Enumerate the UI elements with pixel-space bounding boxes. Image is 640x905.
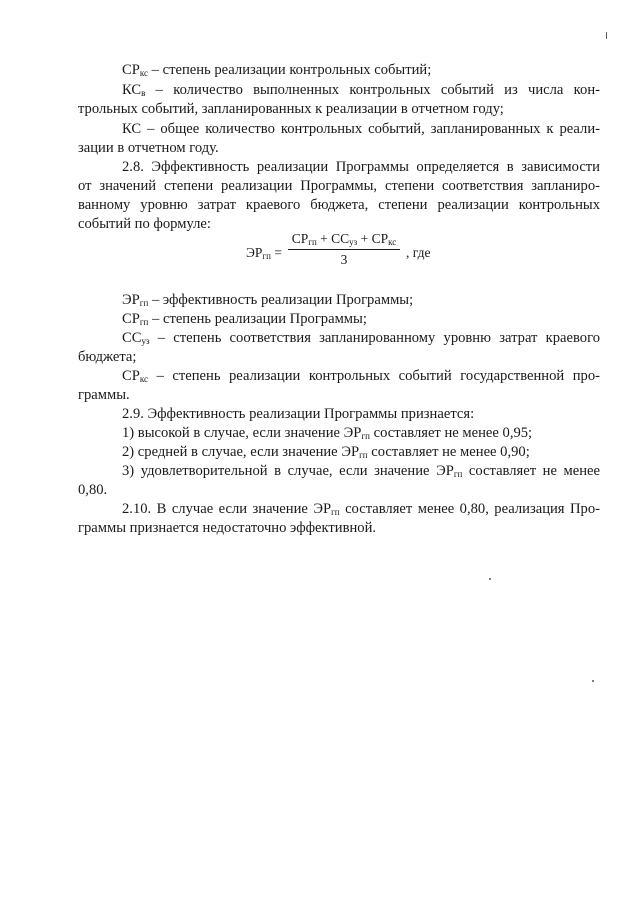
definition-ergp: $ЭР_{гп}$ – эффективность реализации Программы; <box>122 292 414 308</box>
paragraph-2-8: 2.8. Эффективность реализации Программы определяется в зависимости <box>122 159 600 175</box>
text-line: трольных событий, запланированных к реализации в отчетном году; <box>78 101 504 117</box>
text-line: – степень реализации контрольных событий; <box>151 62 432 78</box>
symbol-ks: КС <box>122 82 142 98</box>
formula-lhs: $ЭР_{гп}$ = <box>246 245 282 261</box>
text-line: граммы признается недостаточно эффективной. <box>78 520 377 536</box>
paragraph-2-9: 2.9. Эффективность реализации Программы признается: <box>122 406 475 422</box>
formula-fraction <box>288 231 400 268</box>
scan-speck <box>592 680 594 682</box>
definition-crkc <box>122 61 431 82</box>
criterion-high: 1) высокой в случае, если значение $ЭР_{гп}$ составляет не менее 0,95; <box>122 425 533 441</box>
text-line: ванному уровню затрат краевого бюджета, степени реализации контрольных <box>78 197 600 213</box>
symbol-cp: СР <box>122 62 140 78</box>
text-line: 0,80. <box>78 482 108 498</box>
definition-crkc-2: $СР_{кс}$ – степень реализации контрольных событий государственной про- <box>122 368 600 384</box>
criterion-satisfactory: 3) удовлетворительной в случае, если значение $ЭР_{гп}$ составляет не менее <box>122 463 600 479</box>
definition-crgp: $СР_{гп}$ – степень реализации Программы; <box>122 311 367 327</box>
efficiency-formula <box>246 231 446 277</box>
text-line: бюджета; <box>78 349 137 365</box>
scan-speck <box>489 578 491 580</box>
paragraph-2-10: 2.10. В случае если значение $ЭР_{гп}$ составляет менее 0,80, реализация Про- <box>122 501 600 517</box>
text-line: зации в отчетном году. <box>78 140 219 156</box>
definition-ccuz: $СС_{уз}$ – степень соответствия запланированному уровню затрат краевого <box>122 330 600 346</box>
fraction-bar <box>288 249 400 250</box>
text-line: – количество выполненных контрольных событий из числа кон- <box>155 82 600 98</box>
definition-ksv <box>122 81 600 102</box>
definition-ks: КС – общее количество контрольных событий, запланированных к реали- <box>122 121 600 137</box>
formula-denominator: 3 <box>340 252 348 267</box>
criterion-medium: 2) средней в случае, если значение $ЭР_{гп}$ составляет не менее 0,90; <box>122 444 530 460</box>
formula-tail: , где <box>406 245 431 260</box>
subscript-v: в <box>141 88 146 98</box>
text-line: граммы. <box>78 387 130 403</box>
subscript-kc: кс <box>139 68 149 78</box>
formula-numerator: $СР_{гп} + СС_{уз} + СР_{кс}$ <box>291 231 397 247</box>
text-line: от значений степени реализации Программы, степени соответствия запланиро- <box>78 178 600 194</box>
text-line: событий по формуле: <box>78 216 211 232</box>
scan-speck <box>606 32 607 39</box>
